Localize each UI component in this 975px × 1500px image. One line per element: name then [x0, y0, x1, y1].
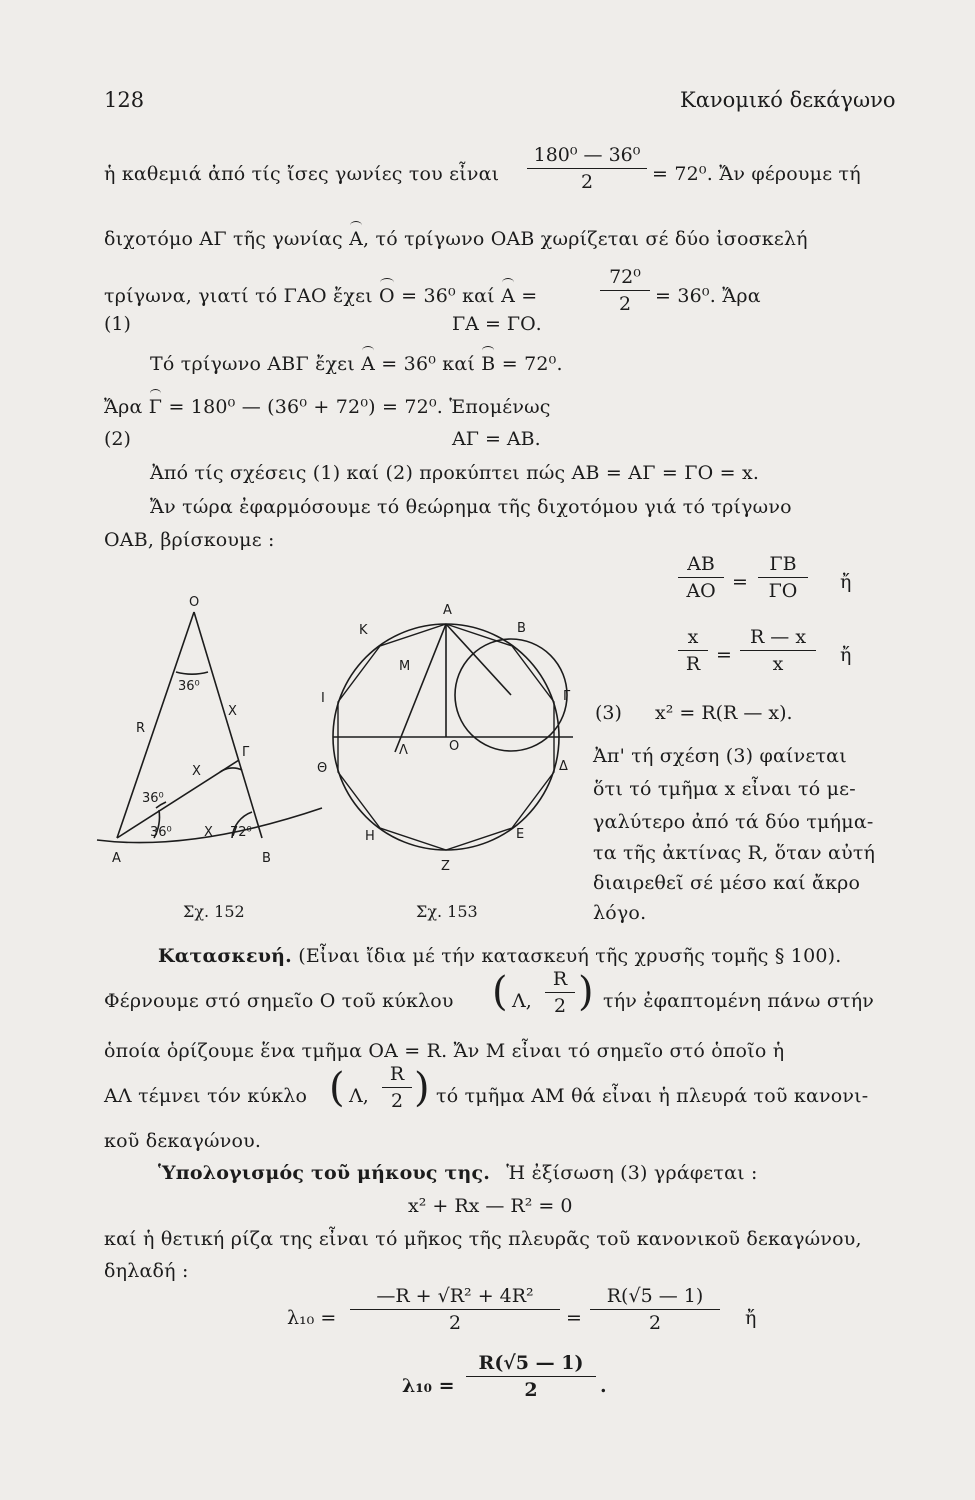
- text-line-1-end: = 72⁰. Ἄν φέρουμε τή: [652, 163, 861, 185]
- ratio-GB-GO: [758, 553, 808, 602]
- equals-sign: =: [716, 644, 732, 666]
- label-G: Γ: [563, 689, 571, 704]
- construction-line-5: κοῦ δεκαγώνου.: [104, 1130, 262, 1152]
- label-D: Δ: [559, 759, 568, 774]
- fraction-numerator: R(√5 — 1): [466, 1352, 596, 1377]
- label-angle-72: 72⁰: [230, 825, 252, 840]
- fraction-numerator: R: [382, 1063, 412, 1088]
- text-segment: τρίγωνα, γιατί τό ΓΑΟ ἔχει: [104, 285, 373, 307]
- figure-153: [313, 590, 583, 880]
- angle-A: Α: [349, 228, 364, 250]
- text-segment: , τό τρίγωνο ΟΑΒ χωρίζεται σέ δύο ἰσοσκελή: [363, 228, 808, 250]
- fraction-numerator: —R + √R² + 4R²: [350, 1285, 560, 1310]
- label-H: H: [365, 829, 375, 844]
- label-X: X: [204, 825, 213, 840]
- construction-line-2b: τήν ἐφαπτομένη πάνω στήν: [603, 990, 875, 1012]
- label-B: B: [517, 621, 526, 636]
- side-OB: [194, 612, 262, 838]
- text-segment: = 72⁰.: [501, 353, 563, 375]
- ratio-x-R: [678, 626, 708, 675]
- label-A: A: [112, 851, 121, 865]
- label-X: X: [192, 764, 201, 779]
- construction-line-4b: τό τμῆμα ΑΜ θά εἶναι ἡ πλευρά τοῦ κανονι-: [436, 1085, 869, 1107]
- label-R: R: [136, 721, 146, 736]
- equation-3: x² = R(R — x).: [655, 702, 793, 724]
- fraction-R-2: [545, 968, 575, 1017]
- label-O: O: [189, 595, 200, 610]
- label-A: A: [443, 603, 452, 618]
- construction-line-2a: Φέρνουμε στό σημεῖο Ο τοῦ κύκλου: [104, 990, 454, 1012]
- equals-sign: =: [566, 1307, 582, 1329]
- running-title: Κανομικό δεκάγωνο: [680, 88, 896, 112]
- fraction-denominator: 2: [448, 1312, 462, 1334]
- fraction-numerator: R — x: [740, 626, 816, 651]
- side-text-line: γαλύτερο ἀπό τά δύο τμήμα-: [593, 811, 874, 833]
- text-line-6: [104, 396, 551, 418]
- fraction-numerator: x: [678, 626, 708, 651]
- text-line-10: ΟΑΒ, βρίσκουμε :: [104, 529, 275, 551]
- text-line-3b: = 36⁰. Ἄρα: [655, 285, 761, 307]
- equation-tag-1: (1): [104, 313, 131, 335]
- label-B: B: [262, 851, 271, 865]
- side-text-line: τα τῆς ἀκτίνας R, ὅταν αὐτή: [593, 842, 876, 864]
- label-K: K: [359, 623, 368, 638]
- text-segment: Ἄρα: [104, 396, 143, 418]
- text-segment: Ἡ ἐξίσωση (3) γράφεται :: [506, 1162, 758, 1184]
- label-I: I: [321, 691, 325, 706]
- calc-line-3: δηλαδή :: [104, 1260, 189, 1282]
- equation-tag-3: (3): [595, 702, 622, 724]
- fraction-denominator: ΑΟ: [686, 580, 716, 602]
- side-text-line: Ἀπ' τή σχέση (3) φαίνεται: [593, 745, 847, 767]
- equation-2: ΑΓ = ΑΒ.: [452, 428, 541, 450]
- label-O: O: [449, 739, 460, 754]
- fraction-denominator: 2: [553, 995, 567, 1017]
- label-X: X: [228, 704, 237, 719]
- ratio-AB-AO: [678, 553, 724, 602]
- fraction-numerator: 72⁰: [600, 266, 650, 291]
- label-E: E: [516, 827, 525, 842]
- equation-tag-2: (2): [104, 428, 131, 450]
- paren-open: (: [492, 969, 508, 1015]
- text-line-5: [150, 353, 563, 375]
- text-segment: = 180⁰ — (36⁰ + 72⁰) = 72⁰. Ἑπομένως: [168, 396, 551, 418]
- fraction-numerator: R: [545, 968, 575, 993]
- side-text-line: ὅτι τό τμῆμα x εἶναι τό με-: [593, 778, 856, 800]
- side-text-line: λόγο.: [593, 902, 647, 924]
- period: .: [600, 1375, 607, 1397]
- construction-title: Κατασκευή.: [158, 945, 292, 967]
- quadratic-equation: x² + Rx — R² = 0: [408, 1195, 573, 1217]
- fraction-simplified: [590, 1285, 720, 1334]
- side-text-line: διαιρεθεῖ σέ μέσο καί ἄκρο: [593, 872, 861, 894]
- segment-AL: [395, 624, 446, 752]
- text-segment: = 36⁰ καί: [381, 353, 476, 375]
- paren-close: ): [414, 1065, 430, 1111]
- circle-notation: Λ,: [512, 990, 532, 1012]
- label-angle-36: 36⁰: [142, 791, 164, 806]
- or-word: ἤ: [840, 571, 852, 593]
- text-segment: = 36⁰ καί: [401, 285, 495, 307]
- formula-lhs: λ₁₀ =: [402, 1375, 455, 1397]
- or-word: ἤ: [840, 644, 852, 666]
- calc-line-1: [158, 1162, 758, 1184]
- figure-152: [92, 590, 332, 865]
- fraction-denominator: ΓΟ: [768, 580, 798, 602]
- construction-line-3: ὁποία ὁρίζουμε ἕνα τμῆμα ΟΑ = R. Ἄν Μ εἶναι τό σημεῖο στό ὁποῖο ἡ: [104, 1040, 785, 1062]
- fraction-R-2: [382, 1063, 412, 1112]
- label-angle-36: 36⁰: [178, 679, 200, 694]
- construction-line-4a: ΑΛ τέμνει τόν κύκλο: [104, 1085, 308, 1107]
- label-G: Γ: [242, 745, 250, 760]
- calc-title: Ὑπολογισμός τοῦ μήκους της.: [158, 1162, 491, 1184]
- angle-B: Β: [481, 353, 496, 375]
- label-Z: Z: [441, 859, 450, 874]
- fraction-denominator: 2: [390, 1090, 404, 1112]
- fraction-final: [466, 1352, 596, 1401]
- label-M: M: [399, 659, 411, 674]
- angle-arc-O: [176, 672, 208, 674]
- fraction-denominator: 2: [580, 171, 594, 193]
- fraction-numerator: ΑΒ: [678, 553, 724, 578]
- fraction-denominator: 2: [524, 1379, 538, 1401]
- text-line-2: [104, 228, 808, 250]
- or-word: ἤ: [745, 1307, 757, 1329]
- text-line-1: ἡ καθεμιά ἀπό τίς ἴσες γωνίες του εἶναι: [104, 163, 500, 185]
- fraction-numerator: ΓΒ: [758, 553, 808, 578]
- fraction-denominator: x: [772, 653, 784, 675]
- text-segment: (Εἶναι ἴδια μέ τήν κατασκευή τῆς χρυσῆς τομῆς § 100).: [298, 945, 842, 967]
- fraction-72-2: [600, 266, 650, 315]
- fraction-denominator: R: [685, 653, 701, 675]
- angle-arc-G: [220, 768, 242, 772]
- label-angle-36: 36⁰: [150, 825, 172, 840]
- fraction-root: [350, 1285, 560, 1334]
- fraction-denominator: 2: [648, 1312, 662, 1334]
- text-line-8: Ἀπό τίς σχέσεις (1) καί (2) προκύπτει πώς ΑΒ = ΑΓ = ΓΟ = x.: [150, 462, 760, 484]
- text-line-9: Ἄν τώρα ἐφαρμόσουμε τό θεώρημα τῆς διχοτόμου γιά τό τρίγωνο: [150, 496, 792, 518]
- text-line-3a: [104, 285, 537, 307]
- fraction-numerator: 180⁰ — 36⁰: [527, 144, 647, 169]
- text-segment: Τό τρίγωνο ΑΒΓ ἔχει: [150, 353, 355, 375]
- fraction-180-36: [527, 144, 647, 193]
- fraction-denominator: 2: [618, 293, 632, 315]
- paren-close: ): [578, 969, 594, 1015]
- calc-line-2: καί ἡ θετική ρίζα της εἶναι τό μῆκος τῆς πλευρᾶς τοῦ κανονικοῦ δεκαγώνου,: [104, 1228, 862, 1250]
- angle-A: Α: [361, 353, 376, 375]
- text-segment: διχοτόμο ΑΓ τῆς γωνίας: [104, 228, 343, 250]
- text-segment: =: [521, 285, 538, 307]
- paren-open: (: [329, 1065, 345, 1111]
- label-L: Λ: [399, 743, 408, 758]
- page-number: 128: [104, 88, 145, 112]
- ratio-Rx-x: [740, 626, 816, 675]
- construction-paragraph-line-1: [158, 945, 842, 967]
- formula-lhs: λ₁₀ =: [287, 1307, 337, 1329]
- angle-G: Γ: [148, 396, 163, 418]
- fraction-numerator: R(√5 — 1): [590, 1285, 720, 1310]
- circle-notation: Λ,: [349, 1085, 369, 1107]
- angle-O: Ο: [379, 285, 395, 307]
- equals-sign: =: [732, 571, 748, 593]
- label-Th: Θ: [317, 761, 328, 776]
- angle-A: Α: [501, 285, 515, 307]
- caption-fig-152: Σχ. 152: [183, 902, 245, 921]
- caption-fig-153: Σχ. 153: [416, 902, 478, 921]
- equation-1: ΓΑ = ΓΟ.: [452, 313, 542, 335]
